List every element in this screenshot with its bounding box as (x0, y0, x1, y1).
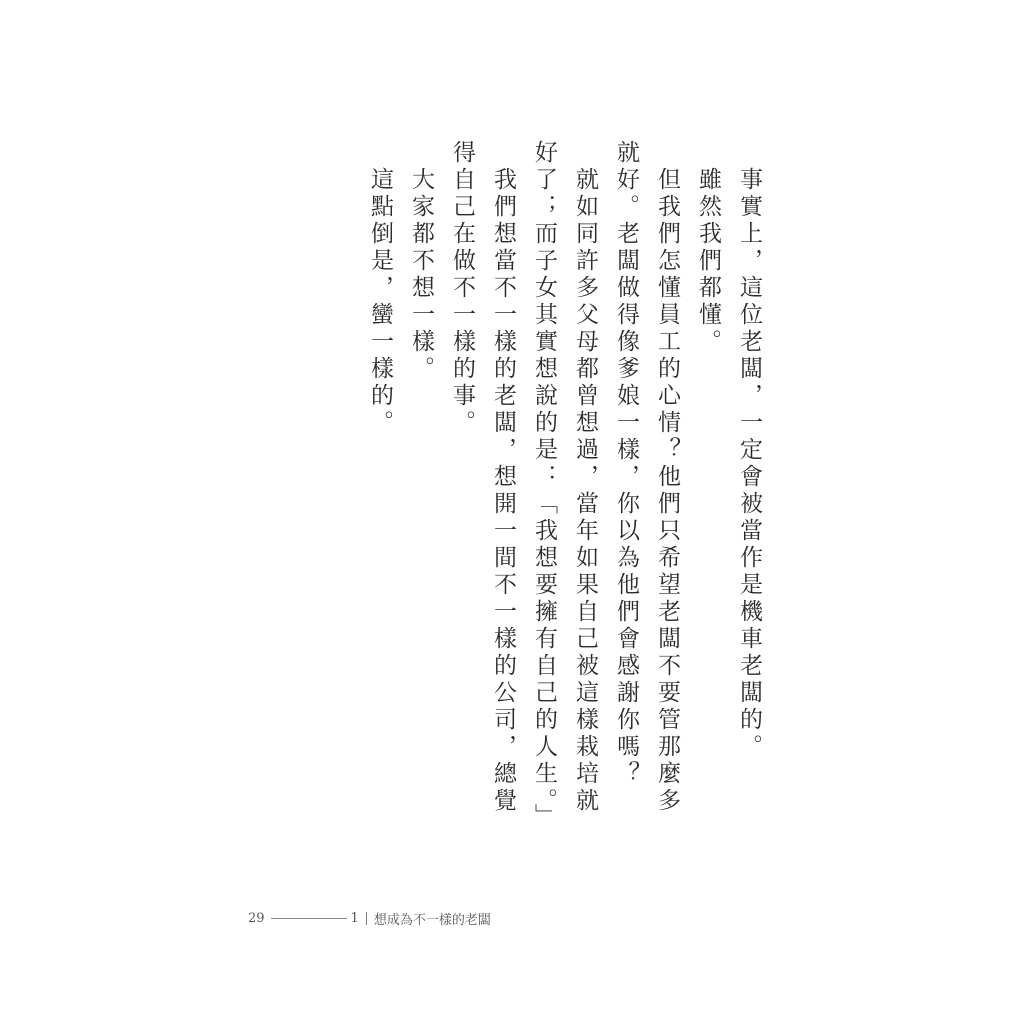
chapter-title: 想成為不一樣的老闆 (373, 913, 491, 928)
paragraph-3: 但我們怎懂員工的心情？他們只希望老闆不要管那麼多就好。老闆做得像爹娘一樣，你以為他們會感謝你嗎？ (613, 140, 680, 815)
vertical-text-body (359, 140, 769, 840)
chapter-number: 1 (350, 911, 359, 926)
footer-rule (271, 918, 347, 919)
paragraph-5: 我們想當不一樣的老闆，想開一間不一樣的公司，總覺得自己在做不一樣的事。 (449, 140, 516, 815)
paragraph-6: 大家都不想一樣。 (408, 140, 434, 383)
page-footer (248, 909, 491, 928)
paragraph-4: 就如同許多父母都曾想過，當年如果自己被這樣栽培就好了；而子女其實想說的是：「我想要擁有自己的人生。」 (531, 140, 598, 831)
paragraph-1: 事實上，這位老闆，一定會被當作是機車老闆的。 (736, 140, 762, 761)
paragraph-2: 雖然我們都懂。 (695, 140, 721, 356)
paragraph-7: 這點倒是，蠻一樣的。 (367, 140, 393, 437)
page-number: 29 (248, 911, 265, 926)
footer-separator (366, 912, 367, 925)
